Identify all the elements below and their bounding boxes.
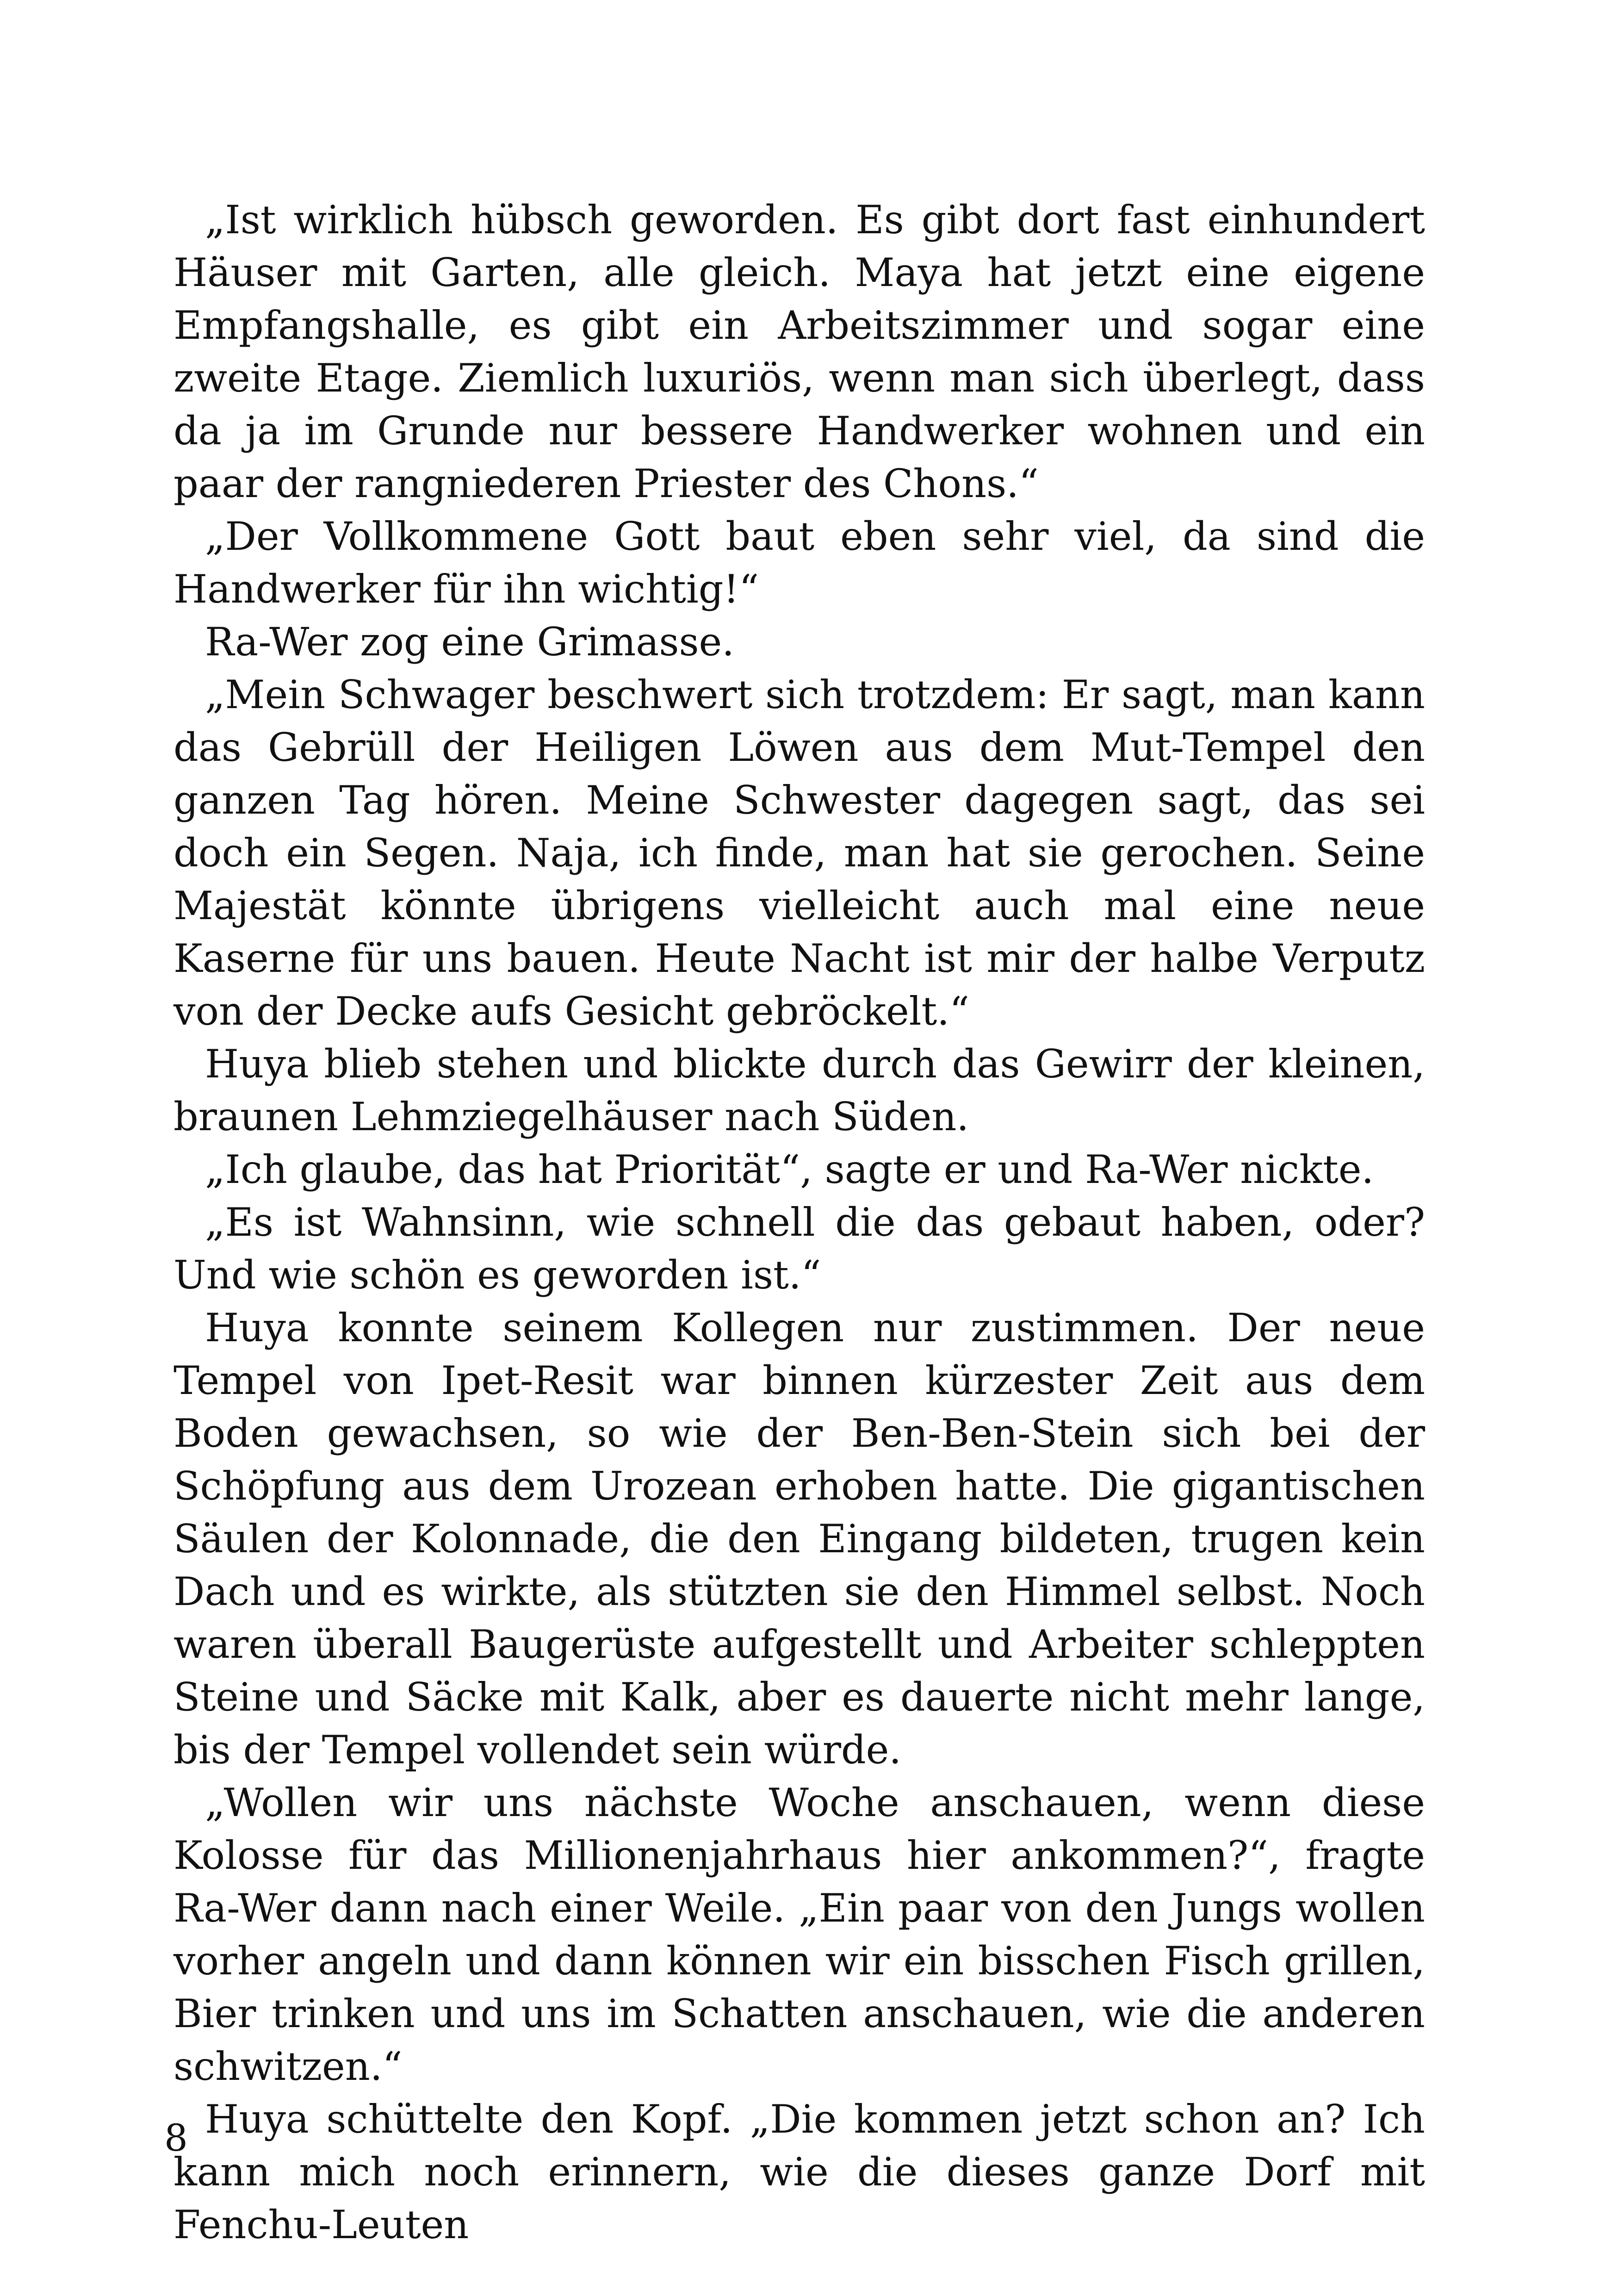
paragraph: Huya konnte seinem Kollegen nur zustimmen. Der neue Tempel von Ipet-Resit war binnen kürzester Zeit aus dem Boden gewachsen, so wie der Ben-Ben-Stein sich bei der Schöpfung aus dem Urozean erhoben hatte. Die gigantischen Säulen der Kolonnade, die den Eingang bildeten, trugen kein Dach und es wirkte, als stützten sie den Himmel selbst. Noch waren überall Baugerüste aufgestellt und Arbeiter schleppten Steine und Säcke mit Kalk, aber es dauerte nicht mehr lange, bis der Tempel vollendet sein würde. <box>174 1305 1425 1773</box>
paragraph: Huya schüttelte den Kopf. „Die kommen jetzt schon an? Ich kann mich noch erinnern, wie die dieses ganze Dorf mit Fenchu-Leuten <box>174 2097 1425 2247</box>
page-number: 8 <box>164 2116 188 2159</box>
paragraph: „Wollen wir uns nächste Woche anschauen, wenn diese Kolosse für das Millionenjahrhaus hier ankommen?“, fragte Ra-Wer dann nach einer Weile. „Ein paar von den Jungs wollen vorher angeln und dann können wir ein bisschen Fisch grillen, Bier trinken und uns im Schatten anschauen, wie die anderen schwitzen.“ <box>174 1780 1425 2089</box>
paragraph: „Ist wirklich hübsch geworden. Es gibt dort fast einhundert Häuser mit Garten, alle gleich. Maya hat jetzt eine eigene Empfangshalle, es gibt ein Arbeitszimmer und sogar eine zweite Etage. Ziemlich luxuriös, wenn man sich überlegt, dass da ja im Grunde nur bessere Handwerker wohnen und ein paar der rangniederen Priester des Chons.“ <box>174 197 1425 506</box>
paragraph: Huya blieb stehen und blickte durch das Gewirr der kleinen, braunen Lehmziegelhäuser nach Süden. <box>174 1041 1425 1139</box>
paragraph: „Ich glaube, das hat Priorität“, sagte er und Ra-Wer nickte. <box>205 1147 1374 1192</box>
paragraph: „Es ist Wahnsinn, wie schnell die das gebaut haben, oder? Und wie schön es geworden ist.“ <box>174 1200 1425 1298</box>
paragraph: Ra-Wer zog eine Grimasse. <box>205 619 734 665</box>
body-text <box>174 193 1425 2251</box>
paragraph: „Mein Schwager beschwert sich trotzdem: Er sagt, man kann das Gebrüll der Heiligen Löwen aus dem Mut-Tempel den ganzen Tag hören. Meine Schwester dagegen sagt, das sei doch ein Segen. Naja, ich finde, man hat sie gerochen. Seine Majestät könnte übrigens vielleicht auch mal eine neue Kaserne für uns bauen. Heute Nacht ist mir der halbe Verputz von der Decke aufs Gesicht gebröckelt.“ <box>174 672 1425 1034</box>
paragraph: „Der Vollkommene Gott baut eben sehr viel, da sind die Handwerker für ihn wichtig!“ <box>174 514 1425 612</box>
